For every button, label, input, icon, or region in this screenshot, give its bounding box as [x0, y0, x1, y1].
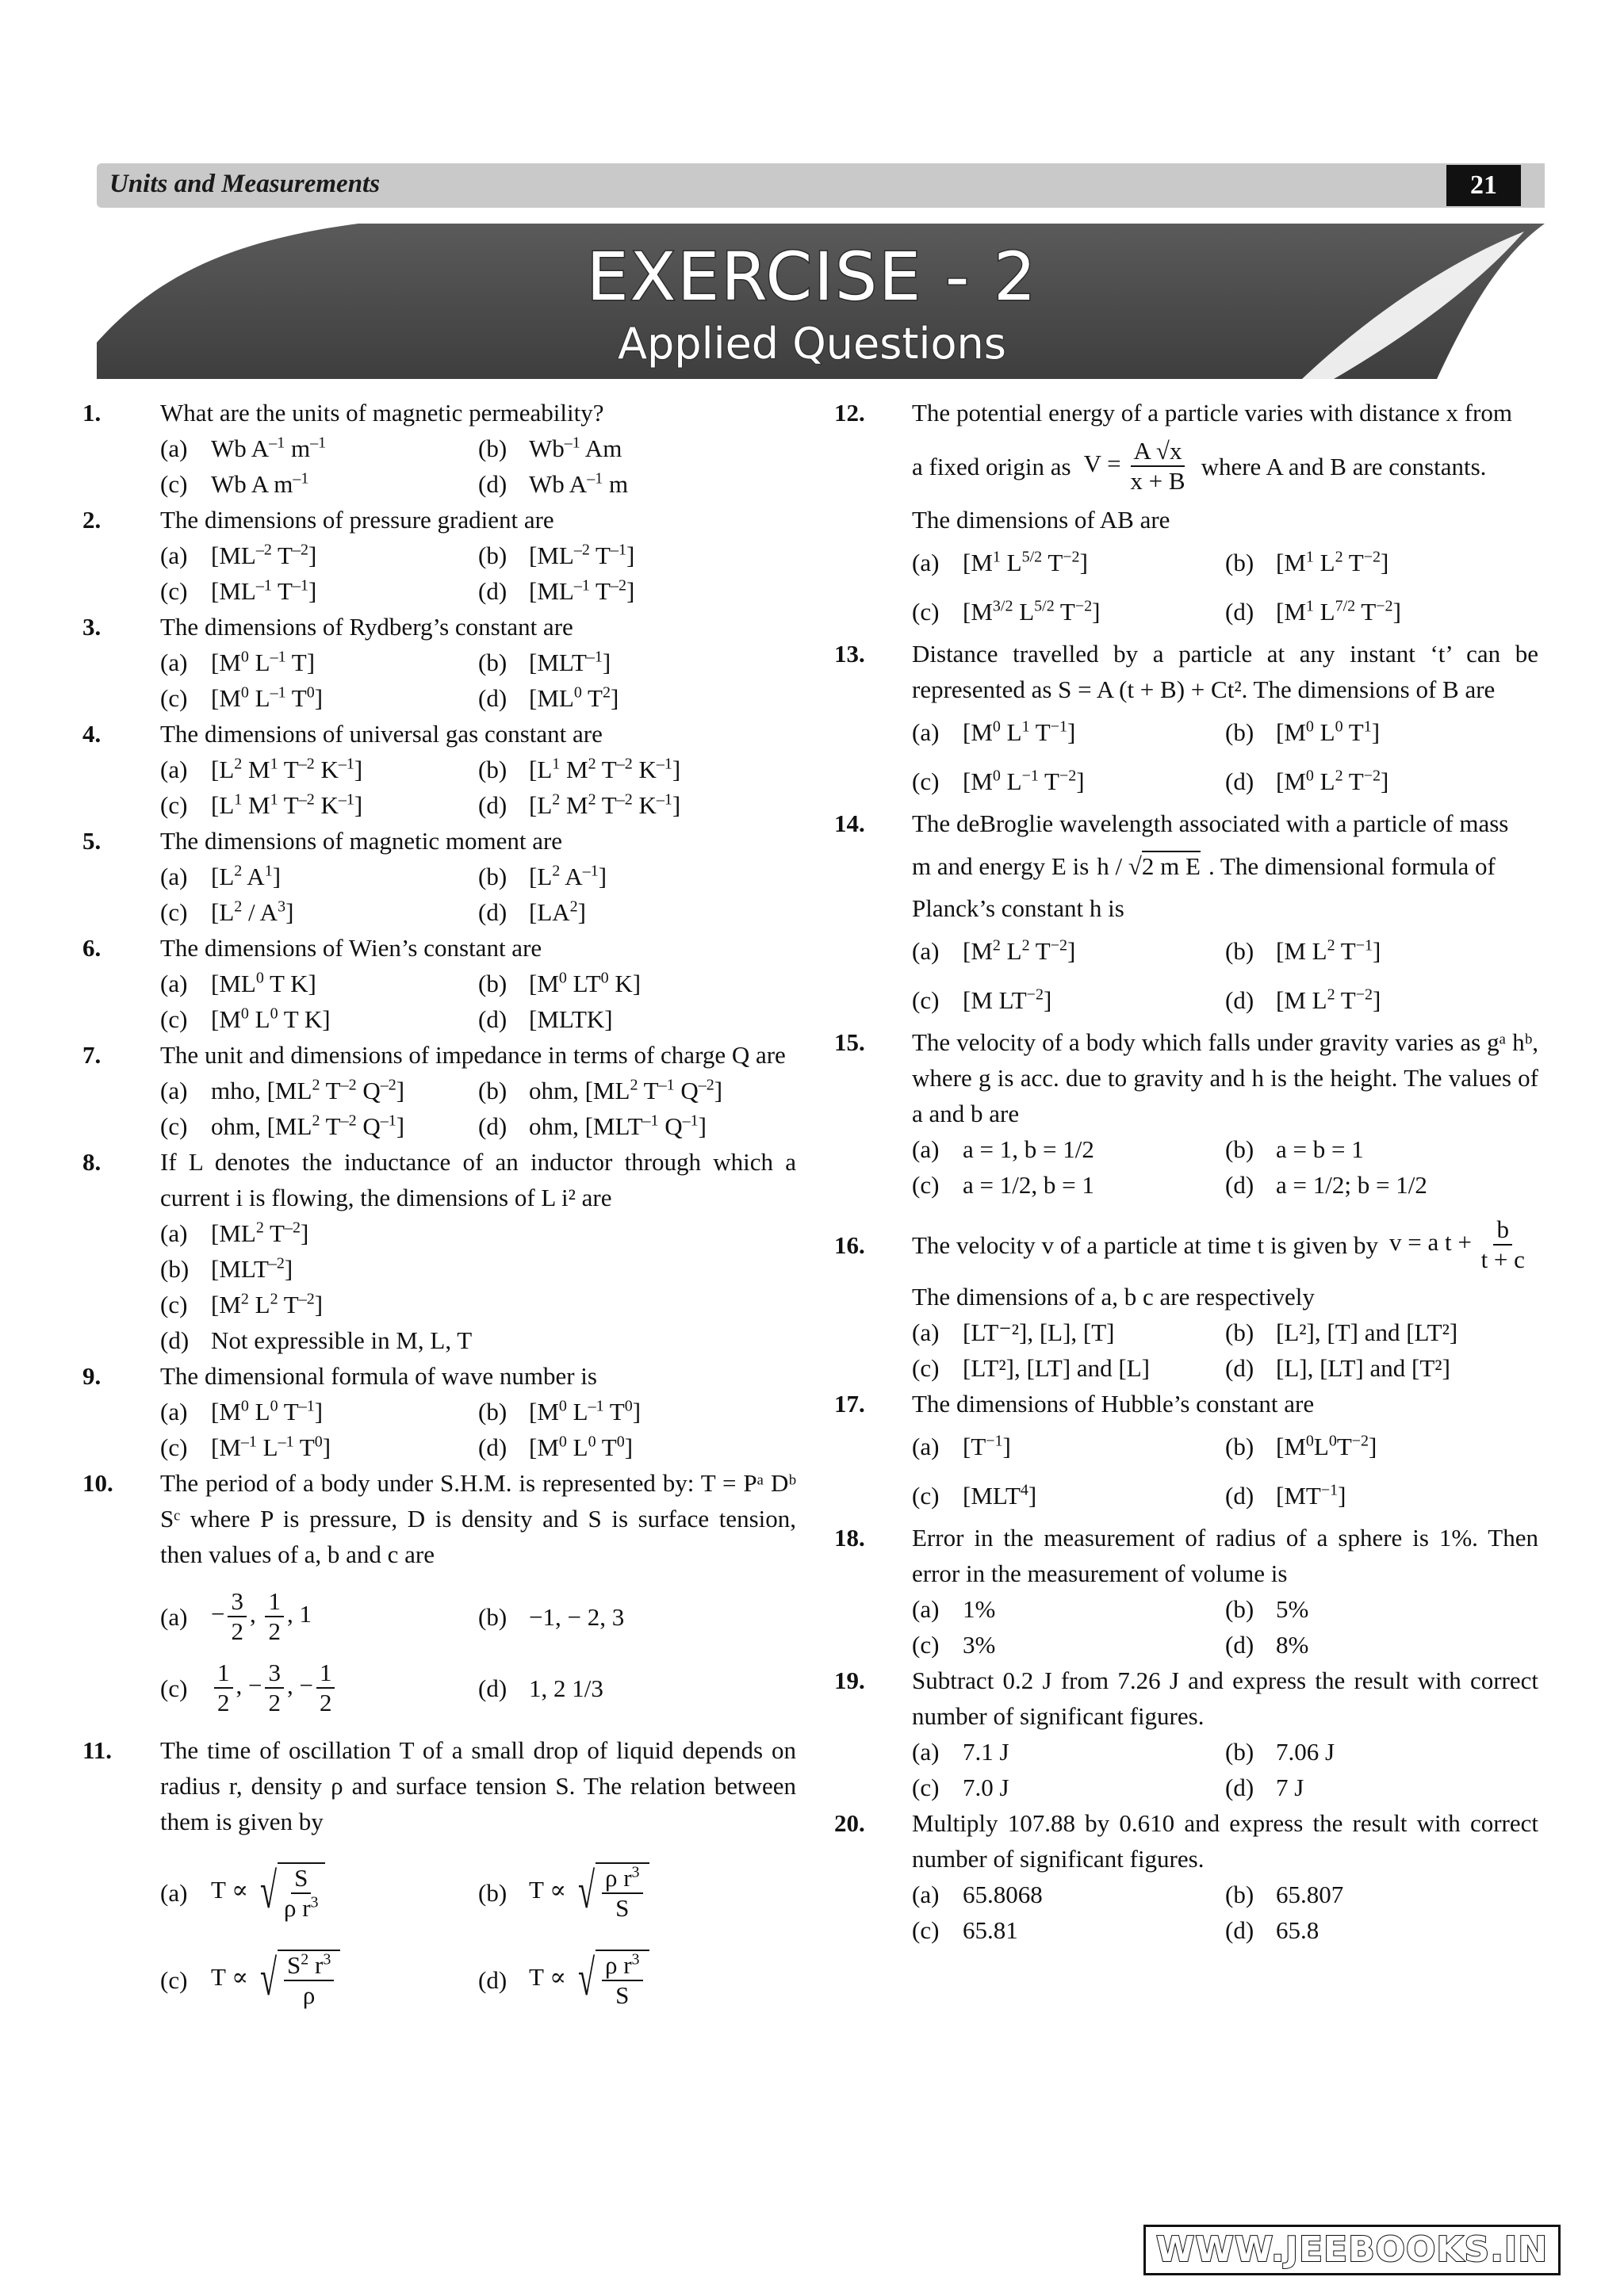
option-text: 5% — [1276, 1595, 1309, 1623]
option-label: (a) — [160, 1878, 188, 1907]
option-b[interactable] — [1225, 1877, 1538, 1912]
option-a[interactable]: (a) [$ML^{-2}$ $T^{-2}$] — [160, 538, 478, 573]
option-a[interactable] — [912, 1131, 1225, 1167]
question-text: The dimensions of Wien’s constant are — [160, 934, 542, 962]
option-label: (c) — [912, 1631, 940, 1659]
question-text-cont: a fixed origin as — [912, 452, 1071, 480]
option-a[interactable]: (a) T ∝ √ $\frac{S}{\rho r^3}$ — [160, 1849, 478, 1936]
question-text: Distance travelled by a particle at any instant ‘t’ can be represented as S = A (t + B) + Ct². The dimensions of B are — [912, 640, 1538, 703]
option-d[interactable] — [1225, 1912, 1538, 1948]
option-c[interactable]: (c) T ∝ √ $\frac{S^2 r^3}{\rho}$ — [160, 1936, 478, 2023]
option-text: 65.8 — [1276, 1916, 1320, 1944]
question-text: The deBroglie wavelength associated with a particle of mass — [912, 809, 1509, 837]
option-label: (a) — [160, 1398, 188, 1425]
question-2 — [82, 502, 796, 609]
option-c[interactable]: (c) [$M^{3/2}$ $L^{5/2}$ $T^{-2}$] — [912, 587, 1225, 636]
question-11 — [82, 1732, 796, 2023]
question-text: The potential energy of a particle varies with distance x from — [912, 399, 1512, 427]
option-b[interactable]: (b) $Wb^{-1}$ Am — [478, 430, 796, 466]
option-label: (c) — [912, 1171, 940, 1199]
option-label: (a) — [912, 718, 940, 746]
option-a[interactable]: (a) [$L^2$ $M^1$ $T^{-2}$ $K^{-1}$] — [160, 752, 478, 787]
option-label: (b) — [478, 1077, 508, 1104]
option-a[interactable] — [912, 1734, 1225, 1770]
question-text: The period of a body under S.H.M. is represented by: T = Pᵃ Dᵇ Sᶜ where P is pressure, D is density and S is surface tension, then values of a, b and c are — [160, 1469, 796, 1568]
option-b[interactable]: (b) [$L^2$ $A^{-1}$] — [478, 859, 796, 894]
question-number: 20. — [834, 1809, 865, 1837]
option-a[interactable]: (a) [$M^1$ $L^{5/2}$ $T^{-2}$] — [912, 538, 1225, 587]
option-label: (c) — [912, 1481, 940, 1510]
option-label: (d) — [1225, 1631, 1254, 1659]
option-c[interactable] — [912, 1350, 1225, 1386]
question-number: 17. — [834, 1390, 865, 1418]
question-text: The dimensional formula of wave number is — [160, 1362, 597, 1390]
option-label: (b) — [1225, 718, 1254, 746]
option-label: (d) — [1225, 767, 1254, 795]
option-c[interactable]: (c) ohm, [$ML^2$ $T^{-2}$ $Q^{-1}$] — [160, 1108, 478, 1144]
question-number: 8. — [82, 1148, 102, 1176]
option-c[interactable]: (c) Wb A $m^{-1}$ — [160, 466, 478, 502]
option-label: (b) — [1225, 1432, 1254, 1460]
question-20 — [834, 1805, 1538, 1948]
question-9 — [82, 1358, 796, 1465]
option-a[interactable]: (a) [$M^0$ $L^1$ $T^{-1}$] — [912, 707, 1225, 756]
option-c[interactable]: (c) $[L^2 / A^3]$ — [160, 894, 478, 930]
exercise-subtitle: Applied Questions — [618, 319, 1006, 369]
option-label: (c) — [912, 1774, 940, 1801]
option-label: (c) — [912, 767, 940, 795]
option-label: (d) — [1225, 597, 1254, 626]
question-15 — [834, 1024, 1538, 1203]
option-label: (c) — [160, 1291, 188, 1318]
option-b[interactable]: (b) [$M^0$ $L^0$ $T^1$] — [1225, 707, 1538, 756]
option-b[interactable]: (b) $[M^0L^0T^{-2}]$ — [1225, 1422, 1538, 1471]
option-d[interactable]: (d) [$M^0$ $L^2$ $T^{-2}$] — [1225, 756, 1538, 806]
question-number: 6. — [82, 934, 102, 962]
option-d[interactable]: (d) Not expressible in M, L, T — [160, 1322, 796, 1358]
option-b[interactable] — [1225, 1314, 1538, 1350]
option-a[interactable]: (a) [$M^0$ $L^{-1}$ T] — [160, 645, 478, 680]
option-text: 1% — [963, 1595, 996, 1623]
option-text: 65.81 — [963, 1916, 1018, 1944]
question-number: 15. — [834, 1028, 865, 1056]
option-label: (c) — [160, 1674, 188, 1702]
question-1 — [82, 395, 796, 502]
right-column — [834, 395, 1538, 1948]
option-b[interactable]: (b) [$ML^{-2}$ $T^{-1}$] — [478, 538, 796, 573]
option-label: (a) — [160, 434, 188, 462]
option-label: (c) — [912, 1916, 940, 1944]
question-16: 16. The velocity v of a particle at time t is given by v = a t + $\frac{b}{t + c}$ The dimensions of a, b c are respectively (a) [LT⁻²], [L], [T] (b) [L²], [T] and [LT²] (c) [LT²], [LT] and [L] (d) [L], [LT] and [T²] — [834, 1211, 1538, 1386]
question-text: The dimensions of universal gas constant are — [160, 720, 603, 748]
option-label: (a) — [912, 548, 940, 576]
chapter-title: Units and Measurements — [109, 170, 381, 198]
option-d[interactable]: (d) [$ML^{-1}$ $T^{-2}$] — [478, 573, 796, 609]
question-text-cont: The dimensions of AB are — [912, 506, 1170, 534]
question-number: 9. — [82, 1362, 102, 1390]
option-label: (b) — [478, 1602, 508, 1631]
option-label: (b) — [478, 541, 508, 569]
option-text: 7.0 J — [963, 1774, 1009, 1801]
option-label: (b) — [478, 970, 508, 997]
option-label: (a) — [912, 1432, 940, 1460]
question-18 — [834, 1520, 1538, 1663]
question-number: 2. — [82, 506, 102, 534]
option-d[interactable] — [1225, 1627, 1538, 1663]
question-text: The dimensions of Hubble’s constant are — [912, 1390, 1315, 1418]
option-label: (c) — [160, 1005, 188, 1033]
question-number: 19. — [834, 1667, 865, 1694]
option-label: (a) — [912, 1318, 940, 1346]
option-a[interactable]: (a) [$M^0$ $L^0$ $T^{-1}$] — [160, 1394, 478, 1429]
option-c[interactable]: (c) [$M^{-1}$ $L^{-1}$ $T^0$] — [160, 1429, 478, 1465]
question-number: 4. — [82, 720, 102, 748]
option-text: 8% — [1276, 1631, 1309, 1659]
question-14: 14. The deBroglie wavelength associated with a particle of mass m and energy E is h / √2 m E . The dimensional formula of Planck’s constant h is (a) [$M^2$ $L^2$ $T^{-2}$] (b) [M $L^2$ $T^{-1}$] (c) [M $LT^{-2}$] (d) [M $L^2$ $T^{-2}$] — [834, 806, 1538, 1024]
option-label: (c) — [912, 985, 940, 1014]
option-label: (d) — [478, 684, 508, 712]
option-label: (d) — [160, 1326, 190, 1354]
question-number: 18. — [834, 1524, 865, 1552]
option-label: (a) — [912, 1135, 940, 1163]
option-label: (d) — [478, 1005, 508, 1033]
option-a[interactable]: (a) − $\frac{3}{2}$ , $\frac{1}{2}$ , 1 — [160, 1587, 312, 1645]
option-label: (a) — [160, 1602, 188, 1631]
option-b[interactable]: (b) $[MLT^{-1}]$ — [478, 645, 796, 680]
option-label: (a) — [912, 936, 940, 965]
option-label: (d) — [478, 577, 508, 605]
option-b[interactable]: (b) ohm, [$ML^2$ $T^{-1}$ $Q^{-2}$] — [478, 1073, 796, 1108]
option-label: (a) — [160, 756, 188, 783]
option-c[interactable] — [912, 1770, 1225, 1805]
option-label: (d) — [478, 1674, 508, 1702]
option-b[interactable]: (b) [$M^0$ $LT^0$ K] — [478, 966, 796, 1001]
option-a[interactable]: (a) mho, [$ML^2$ $T^{-2}$ $Q^{-2}$] — [160, 1073, 478, 1108]
option-c[interactable]: (c) [$L^1$ $M^1$ $T^{-2}$ $K^{-1}$] — [160, 787, 478, 823]
question-text: The time of oscillation T of a small drop of liquid depends on radius r, density ρ and surface tension S. The relation between them is given by — [160, 1736, 796, 1835]
option-text: 65.8068 — [963, 1881, 1043, 1908]
option-text: a = 1, b = 1/2 — [963, 1135, 1094, 1163]
option-a[interactable] — [912, 1877, 1225, 1912]
option-label: (b) — [1225, 1738, 1254, 1766]
option-d[interactable] — [1225, 1770, 1538, 1805]
option-label: (d) — [1225, 1481, 1254, 1510]
question-number: 7. — [82, 1041, 102, 1069]
option-c[interactable] — [912, 1167, 1225, 1203]
option-text: [L], [LT] and [T²] — [1276, 1354, 1450, 1382]
option-label: (a) — [160, 649, 188, 676]
question-text-cont: . The dimensional formula of — [1208, 851, 1496, 880]
option-c[interactable]: (c) [$M^2$ $L^2$ $T^{-2}$] — [160, 1287, 796, 1322]
option-b[interactable]: (b) T ∝ √ $\frac{\rho r^3}{S}$ — [478, 1849, 796, 1936]
option-c[interactable]: (c) [M $LT^{-2}$] — [912, 975, 1225, 1024]
option-b[interactable]: (b) [M $L^2$ $T^{-1}$] — [1225, 926, 1538, 975]
option-a[interactable]: (a) [$ML^2$ $T^{-2}$] — [160, 1215, 796, 1251]
option-label: (d) — [478, 1433, 508, 1461]
option-b[interactable]: (b) [$M^1$ $L^2$ $T^{-2}$] — [1225, 538, 1538, 587]
question-13 — [834, 636, 1538, 806]
option-label: (a) — [160, 970, 188, 997]
question-6 — [82, 930, 796, 1037]
option-text: −1, − 2, 3 — [529, 1602, 625, 1631]
option-a[interactable]: (a) Wb $A^{-1}$ $m^{-1}$ — [160, 430, 478, 466]
question-text-cont: Planck’s constant h is — [912, 894, 1124, 922]
question-text: The unit and dimensions of impedance in terms of charge Q are — [160, 1041, 786, 1069]
option-label: (b) — [478, 863, 508, 890]
option-label: (d) — [1225, 1774, 1254, 1801]
question-text: The velocity of a body which falls under gravity varies as gᵃ hᵇ, where g is acc. due to gravity and h is the height. The values of a and b are — [912, 1028, 1538, 1127]
option-label: (d) — [478, 1965, 508, 1994]
option-text: 1, 2 1/3 — [529, 1674, 603, 1702]
option-label: (d) — [1225, 985, 1254, 1014]
question-number: 1. — [82, 399, 102, 427]
option-label: (b) — [478, 1878, 508, 1907]
question-text-cont: m and energy E is — [912, 851, 1090, 880]
option-label: (b) — [1225, 1881, 1254, 1908]
question-number: 13. — [834, 640, 865, 668]
question-text: If L denotes the inductance of an inductor through which a current i is flowing, the dimensions of L i² are — [160, 1148, 796, 1211]
exercise-title: EXERCISE - 2 — [586, 238, 1038, 316]
option-c[interactable]: (c) [$M^0$ $L^{-1}$ $T^0$] — [160, 680, 478, 716]
option-label: (d) — [1225, 1916, 1254, 1944]
question-10 — [82, 1465, 796, 1726]
option-text: 65.807 — [1276, 1881, 1344, 1908]
option-text: [L²], [T] and [LT²] — [1276, 1318, 1458, 1346]
option-d[interactable]: (d) [$L^2$ $M^2$ $T^{-2}$ $K^{-1}$] — [478, 787, 796, 823]
option-label: (c) — [160, 684, 188, 712]
option-a[interactable] — [912, 1591, 1225, 1627]
option-text: [LT⁻²], [L], [T] — [963, 1318, 1115, 1346]
option-c[interactable]: (c) [$ML^{-1}$ $T^{-1}$] — [160, 573, 478, 609]
question-number: 12. — [834, 399, 865, 427]
option-c[interactable]: (c) [MLT$^4$] — [912, 1471, 1225, 1520]
option-label: (a) — [912, 1738, 940, 1766]
option-b[interactable] — [1225, 1591, 1538, 1627]
option-d[interactable]: (d) [M $L^2$ $T^{-2}$] — [1225, 975, 1538, 1024]
option-a[interactable] — [912, 1314, 1225, 1350]
question-text: Error in the measurement of radius of a sphere is 1%. Then error in the measurement of volume is — [912, 1524, 1538, 1587]
option-a[interactable]: (a) [$L^2$ $A^1$] — [160, 859, 478, 894]
option-label: (a) — [160, 1077, 188, 1104]
question-text: Multiply 107.88 by 0.610 and express the result with correct number of significant figures. — [912, 1809, 1538, 1873]
option-b[interactable]: (b) $[MLT^{-2}]$ — [160, 1251, 796, 1287]
option-d[interactable] — [478, 1650, 796, 1726]
option-label: (a) — [160, 541, 188, 569]
option-label: (c) — [160, 791, 188, 819]
question-19 — [834, 1663, 1538, 1805]
question-text: Subtract 0.2 J from 7.26 J and express the result with correct number of significant figures. — [912, 1667, 1538, 1730]
option-text: a = b = 1 — [1276, 1135, 1364, 1163]
option-text: 3% — [963, 1631, 996, 1659]
option-label: (a) — [160, 863, 188, 890]
option-c[interactable] — [912, 1627, 1225, 1663]
question-number: 11. — [82, 1736, 113, 1764]
option-label: (a) — [912, 1595, 940, 1623]
option-label: (d) — [478, 898, 508, 926]
option-d[interactable]: (d) [$ML^0$ $T^2$] — [478, 680, 796, 716]
option-label: (c) — [160, 1433, 188, 1461]
option-label: (c) — [160, 1965, 188, 1994]
option-b[interactable] — [1225, 1131, 1538, 1167]
option-c[interactable]: (c) [$M^0$ $L^{-1}$ $T^{-2}$] — [912, 756, 1225, 806]
option-label: (d) — [478, 470, 508, 498]
left-column — [82, 395, 796, 2023]
question-text: The dimensions of pressure gradient are — [160, 506, 554, 534]
option-label: (d) — [1225, 1171, 1254, 1199]
option-c[interactable] — [912, 1912, 1225, 1948]
website-watermark[interactable]: WWW.JEEBOOKS.IN — [1143, 2225, 1561, 2275]
option-d[interactable] — [1225, 1167, 1538, 1203]
question-number: 10. — [82, 1469, 113, 1497]
option-label: (a) — [912, 1881, 940, 1908]
question-number: 5. — [82, 827, 102, 855]
option-d[interactable]: (d) Wb $A^{-1}$ m — [478, 466, 796, 502]
option-b[interactable]: (b) [$L^1$ $M^2$ $T^{-2}$ $K^{-1}$] — [478, 752, 796, 787]
question-number: 16. — [834, 1230, 865, 1259]
option-a[interactable]: (a) $[T^{-1}]$ — [912, 1422, 1225, 1471]
option-d[interactable]: (d) [$M^0$ $L^0$ $T^0$] — [478, 1429, 796, 1465]
question-text: What are the units of magnetic permeability? — [160, 399, 604, 427]
option-label: (d) — [478, 1112, 508, 1140]
question-text: The dimensions of magnetic moment are — [160, 827, 563, 855]
option-b[interactable] — [1225, 1734, 1538, 1770]
option-label: (c) — [160, 1112, 188, 1140]
option-label: (b) — [478, 1398, 508, 1425]
question-12: 12. The potential energy of a particle varies with distance x from a fixed origin as V = $\frac{A √x}{x + B}$ where A and B are constants. The dimensions of AB are (a) [$M^1$ $L^{5/2}$ $T^{-2}$] (b) [$M^1$ $L^2$ $T^{-2}$] (c) [$M^{3/2}$ $L^{5/2}$ $T^{-2}$] (d) [$M^1$ $L^{7/2}$ $T^{-2}$] — [834, 395, 1538, 636]
option-text: 7 J — [1276, 1774, 1304, 1801]
option-label: (b) — [1225, 936, 1254, 965]
option-label: (b) — [478, 434, 508, 462]
page-number: 21 — [1446, 165, 1521, 206]
option-label: (b) — [478, 649, 508, 676]
question-text: The dimensions of Rydberg’s constant are — [160, 613, 573, 641]
question-number: 3. — [82, 613, 102, 641]
question-4 — [82, 716, 796, 823]
option-d[interactable]: (d) $[LA^2]$ — [478, 894, 796, 930]
option-label: (c) — [160, 577, 188, 605]
option-d[interactable]: (d) [MLTK] — [478, 1001, 796, 1037]
option-d[interactable]: (d) [$M^1$ $L^{7/2}$ $T^{-2}$] — [1225, 587, 1538, 636]
option-label: (c) — [160, 898, 188, 926]
option-d[interactable]: (d) $[MT^{-1}]$ — [1225, 1471, 1538, 1520]
question-text: The velocity v of a particle at time t is given by — [912, 1230, 1378, 1259]
question-5 — [82, 823, 796, 930]
option-c[interactable]: (c) [$M^0$ $L^0$ T K] — [160, 1001, 478, 1037]
question-text-cont: where A and B are constants. — [1201, 452, 1487, 480]
option-label: (b) — [1225, 1318, 1254, 1346]
option-text: 7.06 J — [1276, 1738, 1335, 1766]
option-label: (c) — [160, 470, 188, 498]
option-label: (b) — [478, 756, 508, 783]
option-b[interactable]: (b) [$M^0$ $L^{-1}$ $T^0$] — [478, 1394, 796, 1429]
question-3 — [82, 609, 796, 716]
option-text: 7.1 J — [963, 1738, 1009, 1766]
question-text-cont: The dimensions of a, b c are respectively — [912, 1283, 1315, 1311]
option-label: (b) — [160, 1255, 190, 1283]
option-label: (b) — [1225, 1595, 1254, 1623]
option-a[interactable]: (a) [$M^2$ $L^2$ $T^{-2}$] — [912, 926, 1225, 975]
option-d[interactable]: (d) T ∝ √ $\frac{\rho r^3}{S}$ — [478, 1936, 796, 2023]
option-label: (a) — [160, 1219, 188, 1247]
option-label: (d) — [478, 791, 508, 819]
option-label: (c) — [912, 1354, 940, 1382]
question-8 — [82, 1144, 796, 1358]
option-text: a = 1/2; b = 1/2 — [1276, 1171, 1427, 1199]
option-label: (c) — [912, 597, 940, 626]
option-label: (b) — [1225, 548, 1254, 576]
question-17 — [834, 1386, 1538, 1520]
option-d[interactable]: (d) ohm, [$MLT^{-1}$ $Q^{-1}$] — [478, 1108, 796, 1144]
question-7 — [82, 1037, 796, 1144]
option-a[interactable]: (a) [$ML^0$ T K] — [160, 966, 478, 1001]
option-text: [LT²], [LT] and [L] — [963, 1354, 1150, 1382]
question-number: 14. — [834, 809, 865, 837]
option-label: (d) — [1225, 1354, 1254, 1382]
option-d[interactable] — [1225, 1350, 1538, 1386]
option-b[interactable] — [478, 1583, 796, 1650]
option-label: (b) — [1225, 1135, 1254, 1163]
option-text: a = 1/2, b = 1 — [963, 1171, 1094, 1199]
option-c[interactable]: (c) $\frac{1}{2}$ , − $\frac{3}{2}$ , − $\frac{1}{2}$ — [160, 1650, 478, 1726]
